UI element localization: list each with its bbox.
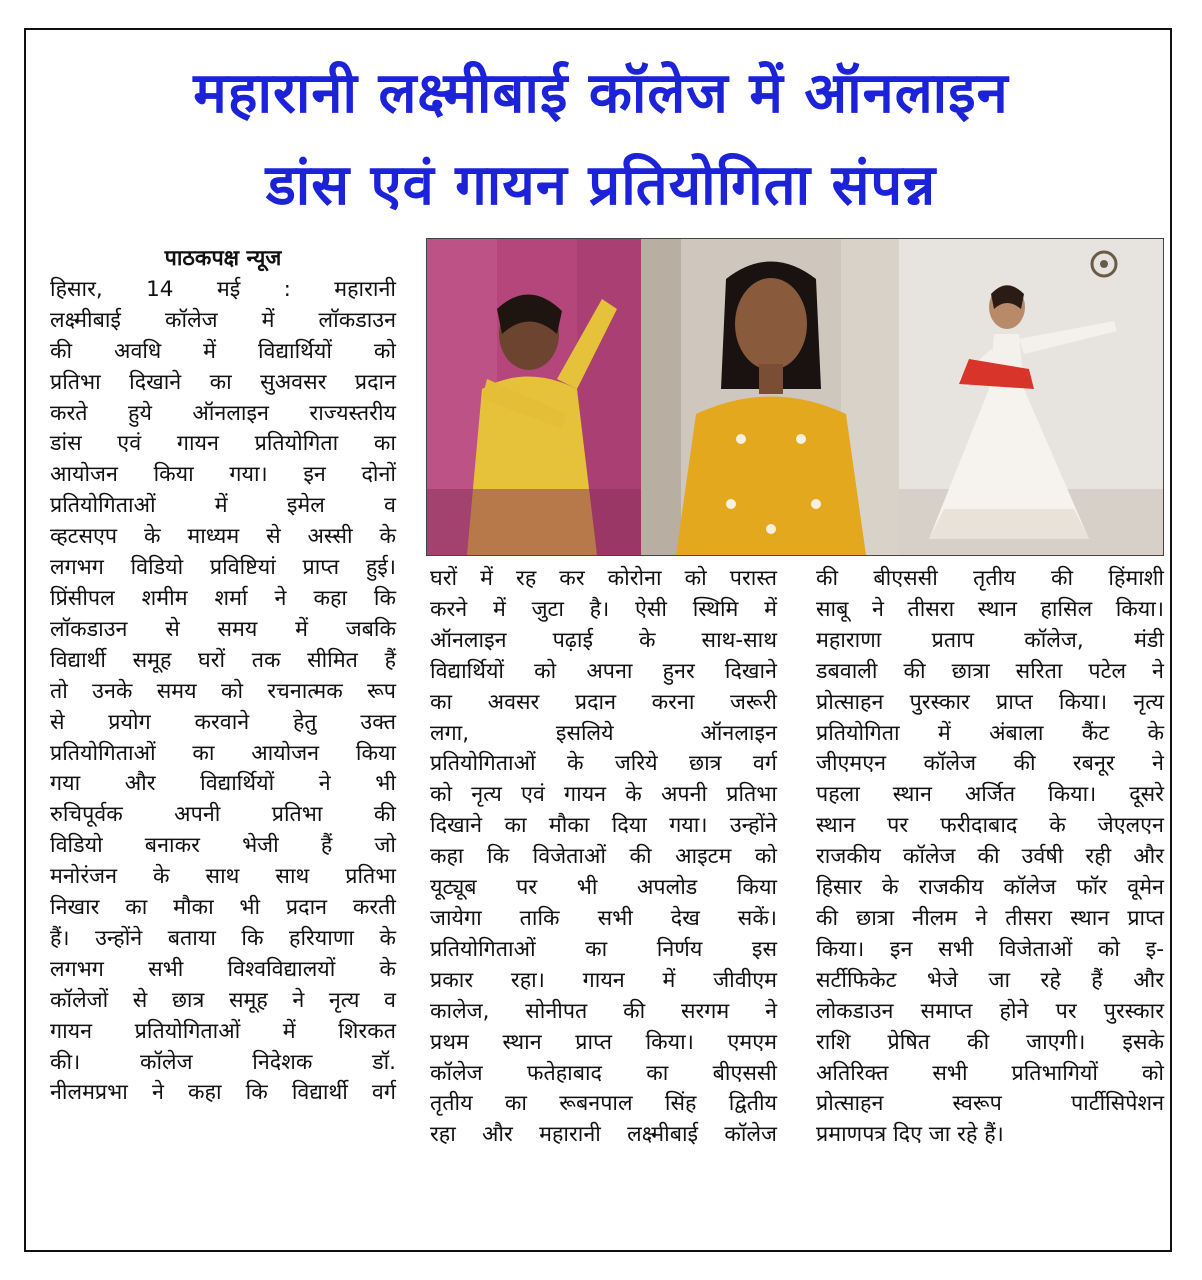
col2-line: कॉलेज फतेहाबाद का बीएससी bbox=[430, 1060, 777, 1086]
col2-line: प्रतियोगिताओं के जरिये छात्र वर्ग bbox=[430, 751, 777, 777]
col3-line: जीएमएन कॉलेज की रबनूर ने bbox=[816, 751, 1164, 777]
col2-line: को नृत्य एवं गायन के अपनी प्रतिभा bbox=[430, 782, 777, 808]
col2-line: विद्यार्थियों को अपना हुनर दिखाने bbox=[430, 658, 777, 684]
col2-line: यूट्यूब पर भी अपलोड किया bbox=[430, 875, 777, 901]
col3-line: प्रमाणपत्र दिए जा रहे हैं। bbox=[816, 1122, 1004, 1148]
student-portrait-photo bbox=[641, 239, 899, 555]
col1-line: की अवधि में विद्यार्थियों को bbox=[50, 338, 396, 364]
col3-line: राजकीय कॉलेज की उर्वषी रही और bbox=[816, 844, 1164, 870]
col3-line: स्थान पर फरीदाबाद के जेएलएन bbox=[816, 813, 1164, 839]
col1-line: रुचिपूर्वक अपनी प्रतिभा की bbox=[50, 802, 396, 828]
col1-line: प्रतियोगिताओं का आयोजन किया bbox=[50, 740, 396, 766]
col1-line: नीलमप्रभा ने कहा कि विद्यार्थी वर्ग bbox=[50, 1080, 396, 1106]
col1-line: हैं। उन्होंने बताया कि हरियाणा के bbox=[50, 925, 396, 951]
col3-line: राशि प्रेषित की जाएगी। इसके bbox=[816, 1029, 1164, 1055]
col1-line: मनोरंजन के साथ साथ प्रतिभा bbox=[50, 864, 396, 890]
col1-line: तो उनके समय को रचनात्मक रूप bbox=[50, 678, 396, 704]
col2-line: का अवसर प्रदान करना जरूरी bbox=[430, 689, 777, 715]
col1-line: विद्यार्थी समूह घरों तक सीमित हैं bbox=[50, 647, 396, 673]
photo-strip bbox=[426, 238, 1164, 556]
col2-line: दिखाने का मौका दिया गया। उन्होंने bbox=[430, 813, 777, 839]
col3-line: सर्टीफिकेट भेजे जा रहे हैं और bbox=[816, 967, 1164, 993]
col2-line: घरों में रह कर कोरोना को परास्त bbox=[430, 566, 777, 591]
dancer-photo-1 bbox=[427, 239, 641, 555]
col2-line: तृतीय का रूबनपाल सिंह द्वितीय bbox=[430, 1091, 777, 1117]
byline: पाठकपक्ष न्यूज bbox=[164, 246, 282, 271]
col3-line: लोकडाउन समाप्त होने पर पुरस्कार bbox=[816, 998, 1164, 1024]
col2-line: करने में जुटा है। ऐसी स्थिमि में bbox=[430, 596, 777, 622]
article-column-2 bbox=[430, 564, 777, 1151]
col1-line: की। कॉलेज निदेशक डॉ. bbox=[50, 1049, 396, 1075]
col2-line: कालेज, सोनीपत की सरगम ने bbox=[430, 998, 777, 1024]
col1-line: गया और विद्यार्थियों ने भी bbox=[50, 771, 396, 797]
col3-line: प्रोत्साहन पुरस्कार प्राप्त किया। नृत्य bbox=[816, 689, 1164, 715]
col1-line: कॉलेजों से छात्र समूह ने नृत्य व bbox=[50, 987, 396, 1013]
col1-line: लक्ष्मीबाई कॉलेज में लॉकडाउन bbox=[50, 307, 396, 333]
col1-line: निखार का मौका भी प्रदान करती bbox=[50, 895, 396, 921]
col2-line: रहा और महारानी लक्ष्मीबाई कॉलेज bbox=[430, 1122, 777, 1148]
col1-line: प्रिंसीपल शमीम शर्मा ने कहा कि bbox=[50, 585, 396, 611]
col1-line: प्रतिभा दिखाने का सुअवसर प्रदान bbox=[50, 369, 396, 395]
col3-line: किया। इन सभी विजेताओं को इ- bbox=[816, 936, 1164, 962]
col2-line: प्रकार रहा। गायन में जीवीएम bbox=[430, 967, 777, 993]
col2-line: प्रतियोगिताओं का निर्णय इस bbox=[430, 936, 777, 962]
col1-line: आयोजन किया गया। इन दोनों bbox=[50, 462, 396, 488]
article-column-1 bbox=[50, 244, 396, 1109]
col2-line: लगा, इसलिये ऑनलाइन bbox=[430, 720, 777, 746]
col3-line: हिसार के राजकीय कॉलेज फॉर वूमेन bbox=[816, 875, 1164, 901]
col1-line: प्रतियोगिताओं में इमेल व bbox=[50, 493, 396, 519]
col3-line: साबू ने तीसरा स्थान हासिल किया। bbox=[816, 596, 1164, 622]
col1-line: करते हुये ऑनलाइन राज्यस्तरीय bbox=[50, 400, 396, 426]
col2-line: ऑनलाइन पढ़ाई के साथ-साथ bbox=[430, 627, 777, 653]
col1-line: लगभग सभी विश्वविद्यालयों के bbox=[50, 956, 396, 982]
headline bbox=[28, 48, 1174, 232]
col1-line: हिसार, 14 मई : महारानी bbox=[50, 276, 396, 302]
col3-line: प्रोत्साहन स्वरूप पार्टीसिपेशन bbox=[816, 1091, 1164, 1117]
headline-line-2: डांस एवं गायन प्रतियोगिता संपन्न bbox=[265, 153, 937, 218]
col3-line: पहला स्थान अर्जित किया। दूसरे bbox=[816, 782, 1164, 808]
col1-line: गायन प्रतियोगिताओं में शिरकत bbox=[50, 1018, 396, 1044]
col1-line: से प्रयोग करवाने हेतु उक्त bbox=[50, 709, 396, 735]
col1-line: डांस एवं गायन प्रतियोगिता का bbox=[50, 431, 396, 457]
col1-line: विडियो बनाकर भेजी हैं जो bbox=[50, 833, 396, 859]
headline-line-1: महारानी लक्ष्मीबाई कॉलेज में ऑनलाइन bbox=[193, 61, 1009, 126]
col3-line: की बीएससी तृतीय की हिंमाशी bbox=[816, 566, 1164, 591]
col1-line: व्हटसएप के माध्यम से अस्सी के bbox=[50, 524, 396, 550]
col2-line: प्रथम स्थान प्राप्त किया। एमएम bbox=[430, 1029, 777, 1055]
col1-line: लगभग विडियो प्रविष्टियां प्राप्त हुई। bbox=[50, 555, 396, 581]
col3-line: महाराणा प्रताप कॉलेज, मंडी bbox=[816, 627, 1164, 653]
col3-line: डबवाली की छात्रा सरिता पटेल ने bbox=[816, 658, 1164, 684]
kathak-dancer-photo bbox=[899, 239, 1164, 555]
col3-line: प्रतियोगिता में अंबाला कैंट के bbox=[816, 720, 1164, 746]
col1-line: लॉकडाउन से समय में जबकि bbox=[50, 616, 396, 642]
col3-line: अतिरिक्त सभी प्रतिभागियों को bbox=[816, 1060, 1164, 1086]
col2-line: जायेगा ताकि सभी देख सकें। bbox=[430, 905, 777, 931]
article-column-3 bbox=[816, 564, 1164, 1151]
col2-line: कहा कि विजेताओं की आइटम को bbox=[430, 844, 777, 870]
col3-line: की छात्रा नीलम ने तीसरा स्थान प्राप्त bbox=[816, 905, 1164, 931]
